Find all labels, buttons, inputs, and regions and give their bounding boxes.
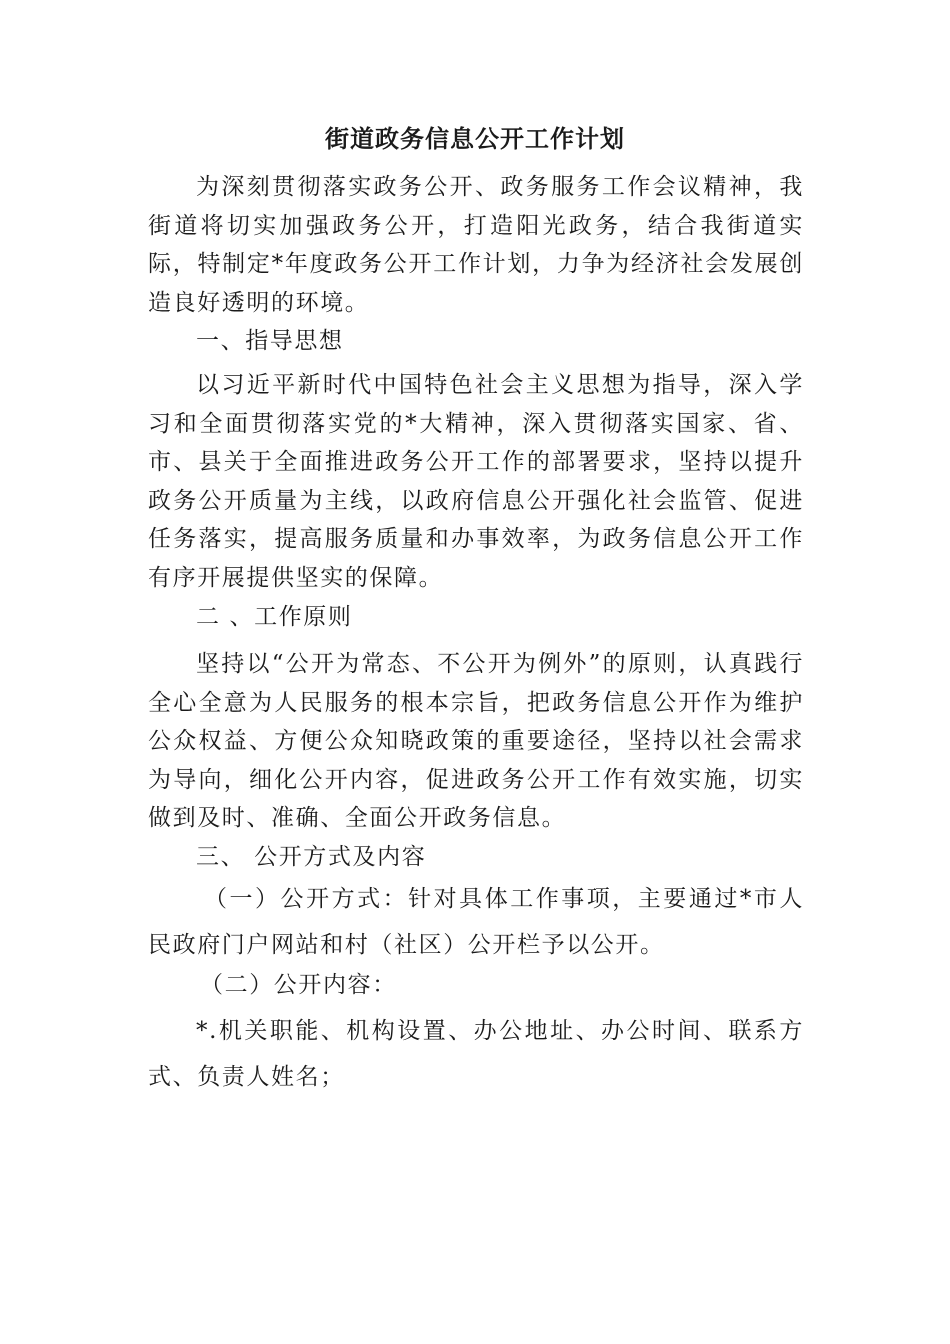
content-subheading: （二）公开内容： (200, 972, 397, 998)
methods-paragraph: （一）公开方式：针对具体工作事项，主要通过*市人民政府门户网站和村（社区）公开栏予以公开。 (148, 886, 804, 958)
principles-paragraph: 坚持以“公开为常态、不公开为例外”的原则，认真践行全心全意为人民服务的根本宗旨，把政务信息公开作为维护公众权益、方便公众知晓政策的重要途径，坚持以社会需求为导向，细化公开内容，促进政务公开工作有效实施，切实做到及时、准确、全面公开政务信息。 (148, 651, 804, 831)
section-heading-principles: 二 、工作原则 (196, 604, 353, 630)
section-heading-methods-content: 三、 公开方式及内容 (196, 844, 427, 870)
intro-paragraph: 为深刻贯彻落实政务公开、政务服务工作会议精神，我街道将切实加强政务公开，打造阳光政务，结合我街道实际，特制定*年度政务公开工作计划，力争为经济社会发展创造良好透明的环境。 (148, 174, 804, 316)
content-item-1: *.机关职能、机构设置、办公地址、办公时间、联系方式、负责人姓名； (148, 1018, 804, 1090)
guiding-thought-paragraph: 以习近平新时代中国特色社会主义思想为指导，深入学习和全面贯彻落实党的*大精神，深入贯彻落实国家、省、市、县关于全面推进政务公开工作的部署要求，坚持以提升政务公开质量为主线，以政府信息公开强化社会监管、促进任务落实，提高服务质量和办事效率，为政务信息公开工作有序开展提供坚实的保障。 (148, 372, 804, 591)
section-heading-guiding-thought: 一、指导思想 (196, 328, 344, 354)
document-title: 街道政务信息公开工作计划 (325, 125, 625, 153)
